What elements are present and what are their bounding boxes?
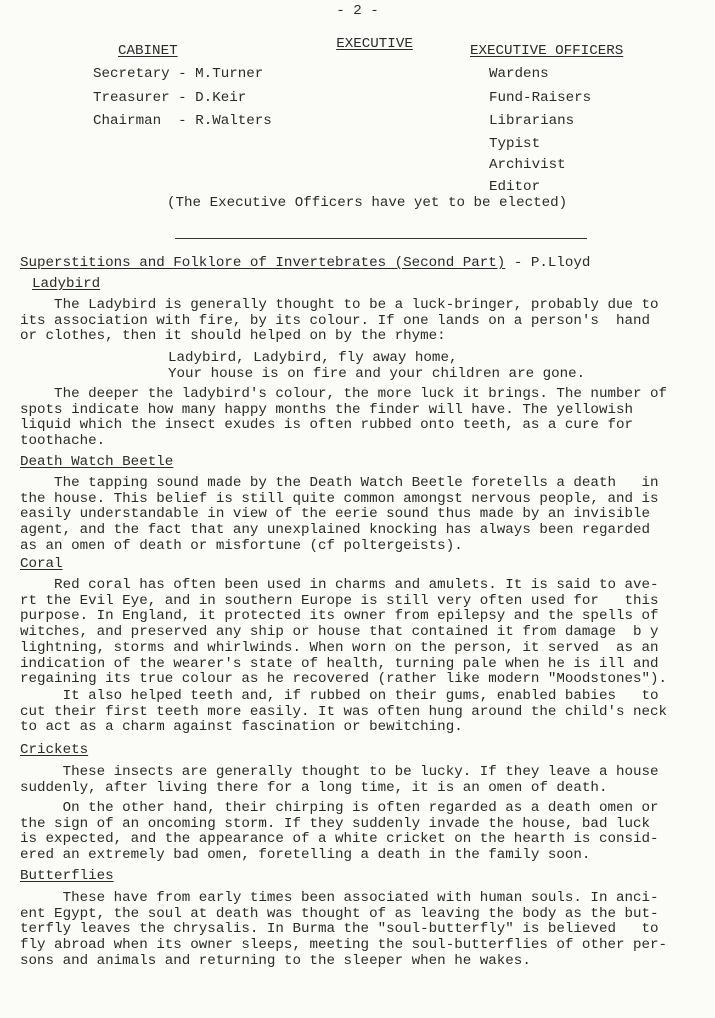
section-heading-butterflies: Butterflies [20, 868, 114, 884]
section-heading-death-watch-beetle: Death Watch Beetle [20, 454, 174, 470]
paragraph: It also helped teeth and, if rubbed on their gums, enabled babies to cut their first teeth more easily. It was often hung around the child's neck to act as a charm against fascination or bewitching. [20, 688, 668, 736]
section-heading-coral: Coral [20, 556, 63, 572]
officer-position: Archivist [489, 157, 566, 173]
cabinet-member: Chairman - R.Walters [93, 113, 272, 129]
paragraph: The Ladybird is generally thought to be a luck-bringer, probably due to its association with fire, by its colour. If one lands on a person's hand or clothes, then it should helped on by the rhyme: [20, 297, 659, 345]
ladybird-rhyme: Ladybird, Ladybird, fly away home, Your house is on fire and your children are gone. [168, 350, 586, 382]
page-number: - 2 - [336, 3, 379, 19]
cabinet-heading: CABINET [118, 43, 178, 59]
officer-position: Librarians [489, 113, 575, 129]
officer-position: Editor [489, 179, 541, 195]
officers-note: (The Executive Officers have yet to be elected) [167, 195, 568, 211]
cabinet-name: D.Keir [195, 90, 247, 106]
cabinet-role: Chairman [93, 113, 162, 129]
executive-officers-heading: EXECUTIVE OFFICERS [470, 43, 624, 59]
cabinet-role: Treasurer [93, 90, 170, 106]
article-author: - P.Lloyd [513, 255, 591, 271]
article-title-line [20, 256, 590, 272]
paragraph: On the other hand, their chirping is often regarded as a death omen or the sign of an oncoming storm. If they suddenly invade the house, bad luck is expected, and the appearance of a white cricket on the hearth is consid- ered an extremely bad omen, foretelling a death in the family soon. [20, 800, 659, 864]
officer-position: Wardens [489, 66, 549, 82]
cabinet-name: R.Walters [195, 113, 272, 129]
paragraph: The tapping sound made by the Death Watch Beetle foretells a death in the house. This belief is still quite common amongst nervous people, and is easily understandable in view of the eerie sound thus made by an invisible agent, and the fact that any unexplained knocking has always been regarded as an omen of death or misfortune (cf poltergeists). [20, 475, 659, 554]
officer-position: Fund-Raisers [489, 90, 592, 106]
section-heading-crickets: Crickets [20, 742, 89, 758]
cabinet-member: Secretary - M.Turner [93, 66, 264, 82]
cabinet-name: M.Turner [195, 66, 264, 82]
divider [175, 238, 587, 239]
paragraph: These insects are generally thought to be lucky. If they leave a house suddenly, after living there for a long time, it is an omen of death. [20, 764, 659, 796]
article-title: Superstitions and Folklore of Invertebrates (Second Part) [20, 255, 506, 271]
paragraph: Red coral has often been used in charms and amulets. It is said to ave- rt the Evil Eye, and in southern Europe is still very often used for this purpose. In England, it protected its owner from epilepsy and the spells of witches, and preserved any ship or house that contained it from damage b y lightning, storms and whirlwinds. When worn on the person, it served as an indication of the wearer's state of health, turning pale when he is ill and regaining its true colour as he recovered (rather like modern "Moodstones"). [20, 577, 668, 688]
cabinet-member: Treasurer - D.Keir [93, 90, 247, 106]
officer-position: Typist [489, 136, 541, 152]
cabinet-role: Secretary [93, 66, 170, 82]
section-title: EXECUTIVE [336, 35, 413, 52]
paragraph: These have from early times been associated with human souls. In anci- ent Egypt, the soul at death was thought of as leaving the body as the but- terfly leaves the chrysalis. In Burma the "soul-butterfly" is believed to fly abroad when its owner sleeps, meeting the soul-butterflies of other per- sons and animals and returning to the sleeper when he wakes. [20, 890, 668, 969]
section-heading-ladybird: Ladybird [32, 276, 101, 292]
paragraph: The deeper the ladybird's colour, the more luck it brings. The number of spots indicate how many happy months the finder will have. The yellowish liquid which the insect exudes is often rubbed onto teeth, as a cure for toothache. [20, 386, 668, 450]
